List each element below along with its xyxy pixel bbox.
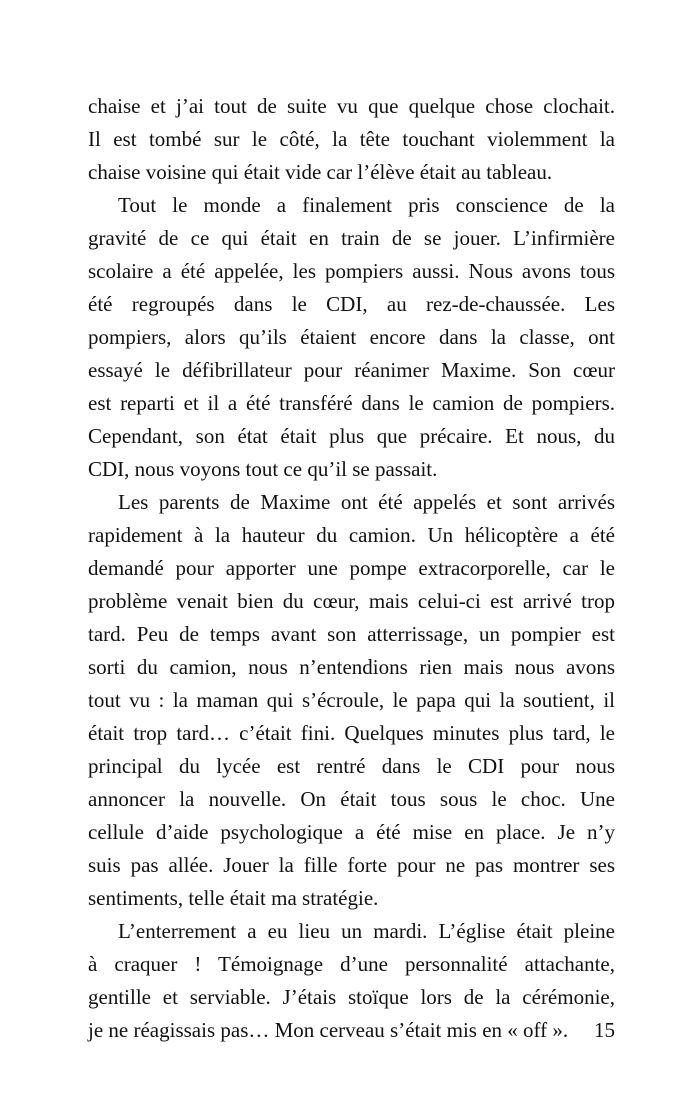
text-line: chaise et j’ai tout de suite vu que quelque chose clochait. — [88, 94, 615, 118]
text-line: sentiments, telle était ma stratégie. — [88, 886, 379, 910]
text-line: annoncer la nouvelle. On était tous sous le choc. Une — [88, 787, 615, 811]
text-line: rapidement à la hauteur du camion. Un hélicoptère a été — [88, 523, 615, 547]
text-line: demandé pour apporter une pompe extracorporelle, car le — [88, 556, 615, 580]
text-line: tout vu : la maman qui s’écroule, le papa qui la soutient, il — [88, 688, 615, 712]
text-line: sorti du camion, nous n’entendions rien mais nous avons — [88, 655, 615, 679]
text-line: est reparti et il a été transféré dans le camion de pompiers. — [88, 391, 615, 415]
text-line: gravité de ce qui était en train de se jouer. L’infirmière — [88, 226, 615, 250]
text-line: essayé le défibrillateur pour réanimer Maxime. Son cœur — [88, 358, 615, 382]
text-line: principal du lycée est rentré dans le CDI pour nous — [88, 754, 615, 778]
text-line: Tout le monde a finalement pris conscience de la — [118, 193, 615, 217]
text-line: chaise voisine qui était vide car l’élève était au tableau. — [88, 160, 553, 184]
paragraph — [88, 915, 615, 1047]
paragraph — [88, 486, 615, 915]
page-number: 15 — [594, 1018, 615, 1042]
text-line: cellule d’aide psychologique a été mise en place. Je n’y — [88, 820, 615, 844]
text-line: gentille et serviable. J’étais stoïque lors de la cérémonie, — [88, 985, 615, 1009]
text-line: été regroupés dans le CDI, au rez-de-chaussée. Les — [88, 292, 615, 316]
paragraph — [88, 189, 615, 486]
text-line: je ne réagissais pas… Mon cerveau s’était mis en « off ». — [88, 1018, 569, 1042]
text-line: CDI, nous voyons tout ce qu’il se passait. — [88, 457, 438, 481]
text-line: L’enterrement a eu lieu un mardi. L’église était pleine — [118, 919, 615, 943]
text-line: tard. Peu de temps avant son atterrissage, un pompier est — [88, 622, 615, 646]
text-line: Cependant, son état était plus que précaire. Et nous, du — [88, 424, 615, 448]
text-line: Les parents de Maxime ont été appelés et sont arrivés — [118, 490, 615, 514]
text-line: problème venait bien du cœur, mais celui-ci est arrivé trop — [88, 589, 615, 613]
text-line: était trop tard… c’était fini. Quelques minutes plus tard, le — [88, 721, 615, 745]
text-line: à craquer ! Témoignage d’une personnalité attachante, — [88, 952, 615, 976]
body-text — [88, 90, 615, 1047]
text-line: pompiers, alors qu’ils étaient encore dans la classe, ont — [88, 325, 615, 349]
text-line: scolaire a été appelée, les pompiers aussi. Nous avons tous — [88, 259, 615, 283]
text-line: Il est tombé sur le côté, la tête touchant violemment la — [88, 127, 615, 151]
text-line: suis pas allée. Jouer la fille forte pour ne pas montrer ses — [88, 853, 615, 877]
paragraph — [88, 90, 615, 189]
